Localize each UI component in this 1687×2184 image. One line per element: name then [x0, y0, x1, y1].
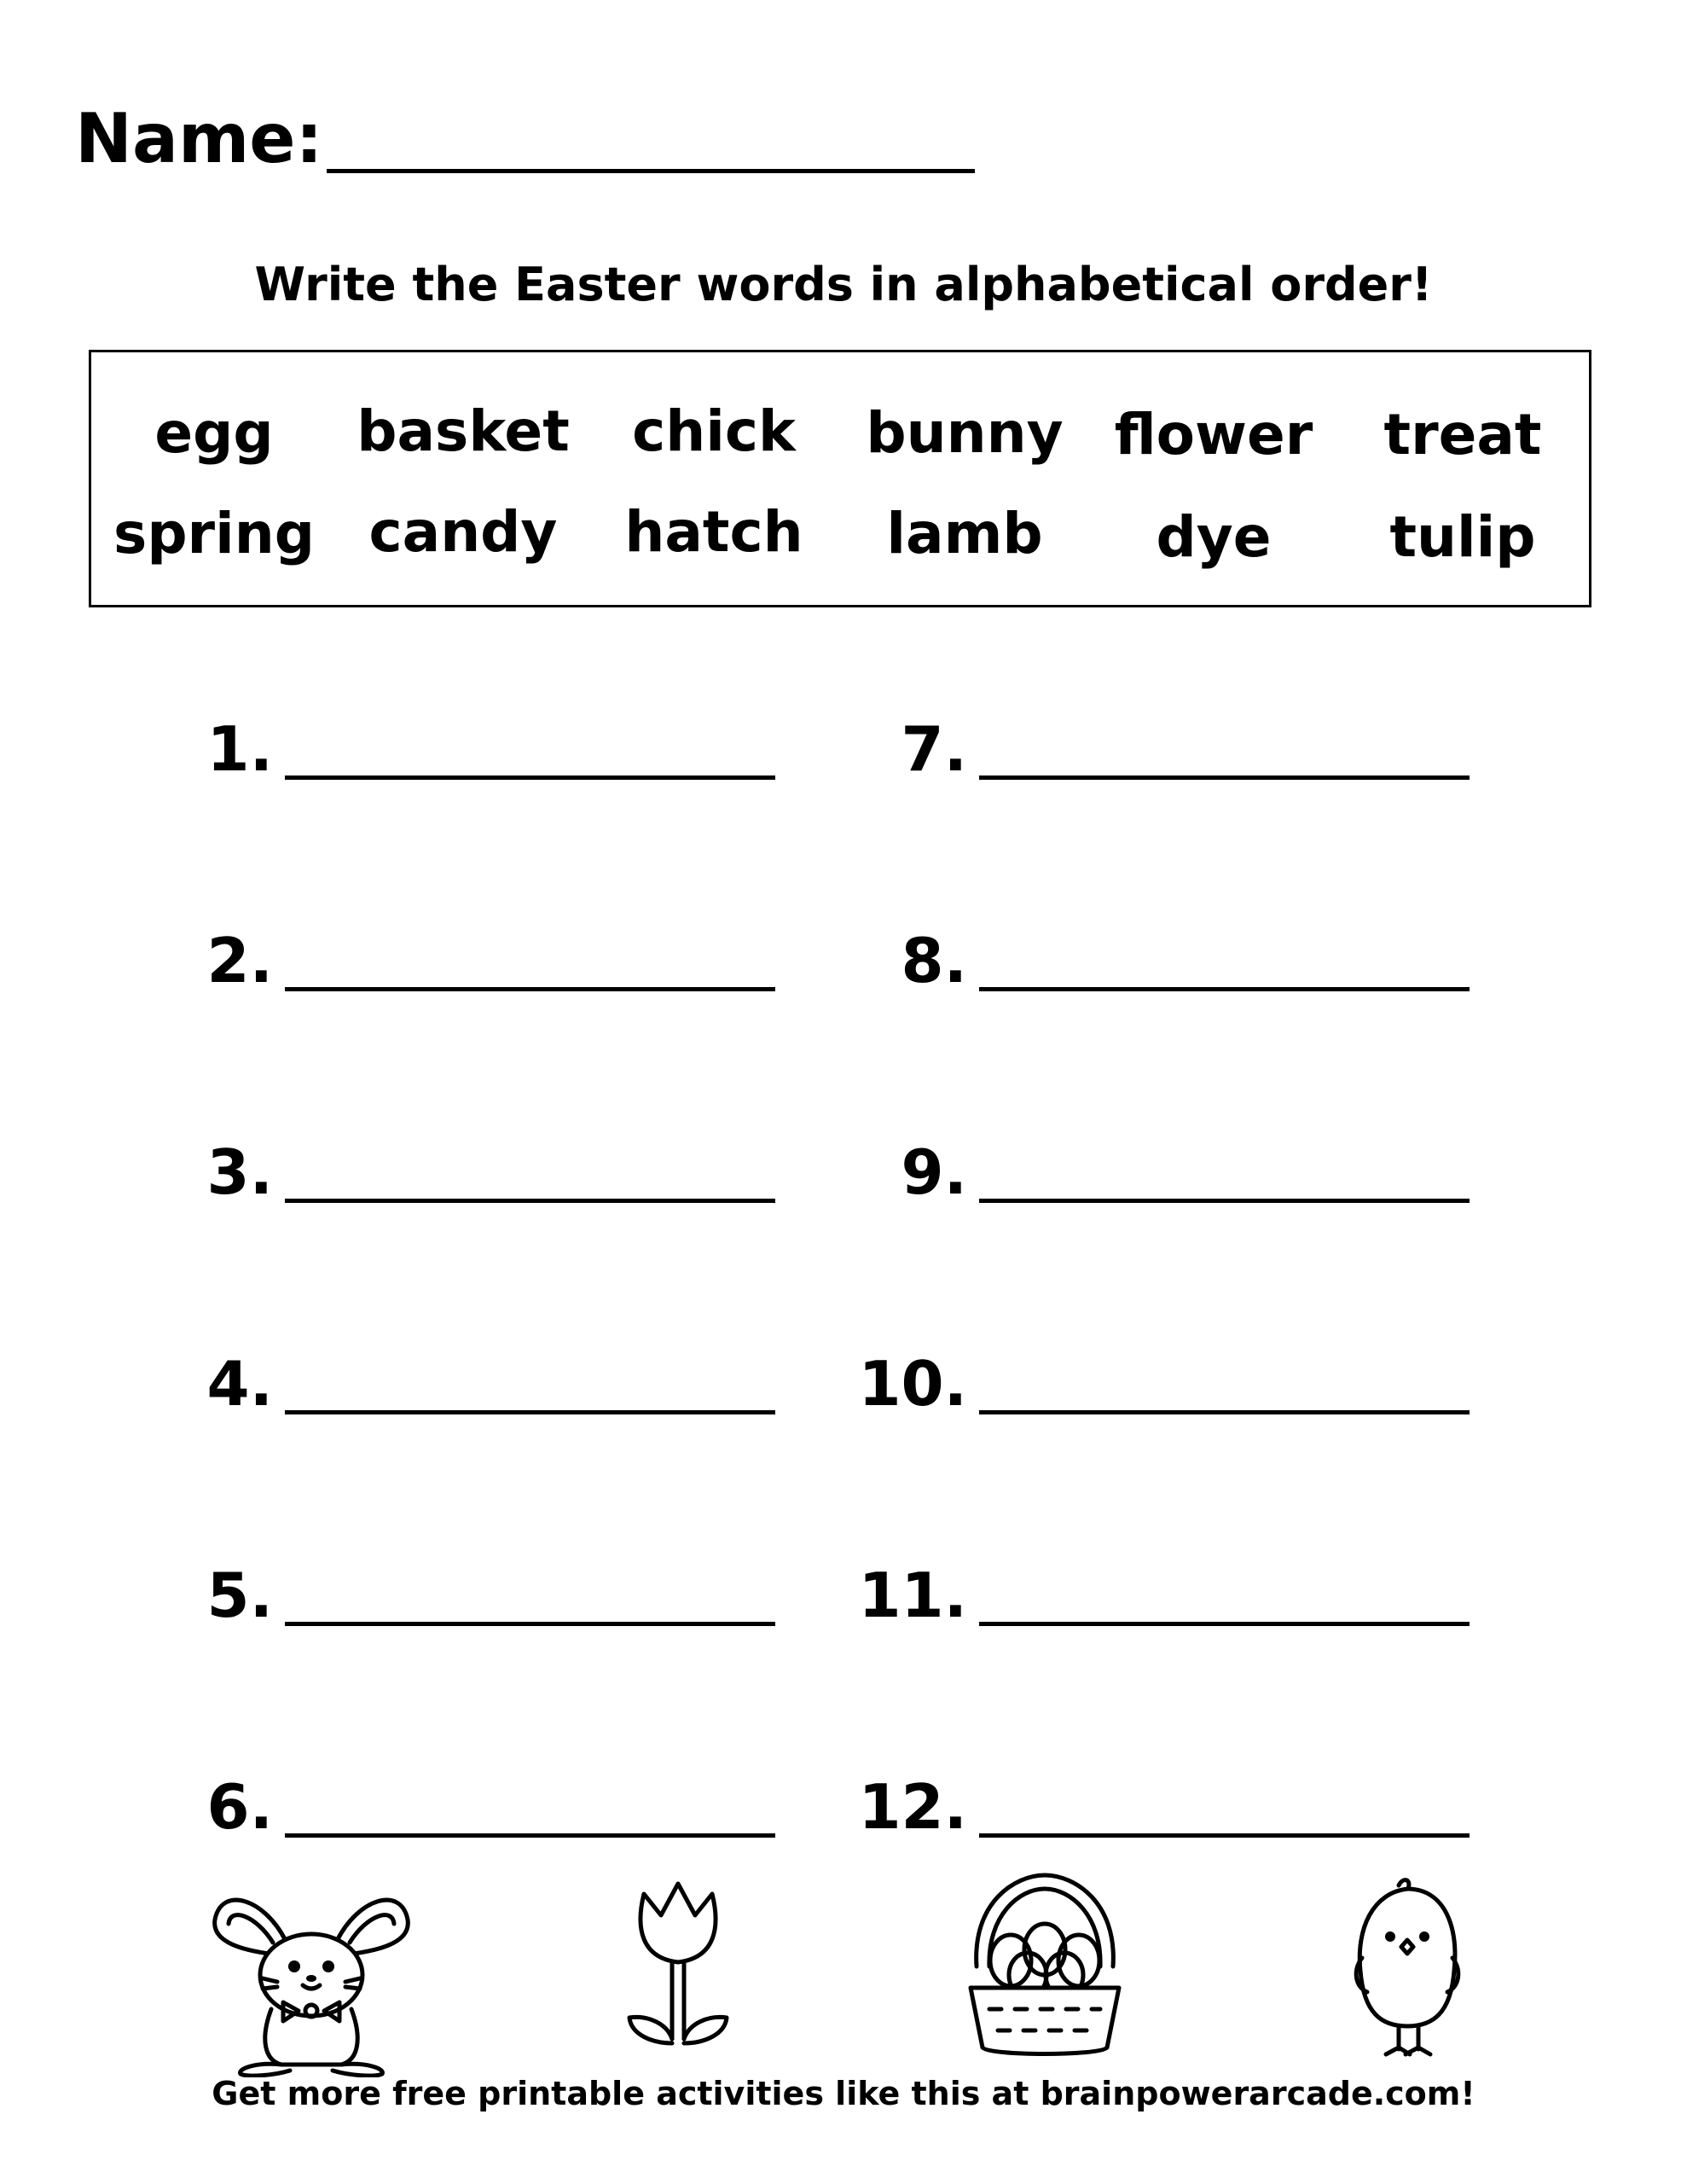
name-label: Name:: [75, 99, 323, 178]
instruction-text: Write the Easter words in alphabetical order!: [254, 258, 1433, 311]
answer-row-10: [771, 1348, 1470, 1420]
answer-blank-line[interactable]: [285, 1147, 775, 1203]
name-blank-line[interactable]: [327, 102, 975, 173]
answer-blank-line[interactable]: [979, 724, 1470, 780]
word-bank-word: candy: [368, 499, 558, 565]
answer-number: 6.: [206, 1771, 273, 1843]
answer-blank-line[interactable]: [285, 724, 775, 780]
word-bank-box: [89, 350, 1591, 607]
chick-icon: [1352, 1868, 1463, 2060]
egg-basket-icon: [964, 1868, 1126, 2060]
answer-row-4: [77, 1348, 775, 1420]
answer-number: 3.: [206, 1136, 273, 1208]
answer-number: 12.: [858, 1771, 967, 1843]
answer-number: 9.: [901, 1136, 967, 1208]
word-bank-word: hatch: [624, 499, 803, 565]
answer-number: 8.: [901, 925, 967, 996]
answer-number: 10.: [858, 1348, 967, 1420]
tulip-icon: [623, 1868, 733, 2073]
answer-blank-line[interactable]: [285, 1782, 775, 1838]
bunny-icon: [205, 1881, 418, 2077]
answer-row-11: [771, 1560, 1470, 1631]
answer-number: 2.: [206, 925, 273, 996]
answer-blank-line[interactable]: [979, 1147, 1470, 1203]
answer-row-8: [771, 925, 1470, 996]
answer-row-2: [77, 925, 775, 996]
answer-blank-line[interactable]: [285, 936, 775, 991]
answer-number: 4.: [206, 1348, 273, 1420]
name-field-row: [75, 99, 975, 178]
answer-number: 5.: [206, 1560, 273, 1631]
word-bank-word: tulip: [1389, 504, 1536, 570]
answer-row-12: [771, 1771, 1470, 1843]
word-bank-word: lamb: [886, 501, 1043, 566]
answer-row-3: [77, 1136, 775, 1208]
answer-row-1: [77, 713, 775, 785]
word-bank-word: bunny: [866, 400, 1064, 466]
answer-blank-line[interactable]: [979, 1571, 1470, 1626]
word-bank-word: basket: [357, 398, 570, 464]
word-bank-word: flower: [1114, 402, 1313, 468]
word-bank-word: dye: [1156, 504, 1272, 570]
word-bank-word: egg: [154, 400, 274, 466]
answer-blank-line[interactable]: [285, 1359, 775, 1414]
footer-text: Get more free printable activities like this at brainpowerarcade.com!: [212, 2075, 1475, 2112]
answer-row-9: [771, 1136, 1470, 1208]
answer-blank-line[interactable]: [285, 1571, 775, 1626]
answer-row-7: [771, 713, 1470, 785]
answer-blank-line[interactable]: [979, 936, 1470, 991]
answer-row-6: [77, 1771, 775, 1843]
answer-blank-line[interactable]: [979, 1782, 1470, 1838]
word-bank-word: spring: [113, 501, 315, 566]
answer-number: 7.: [901, 713, 967, 785]
answer-number: 1.: [206, 713, 273, 785]
word-bank-word: treat: [1383, 402, 1542, 468]
answer-row-5: [77, 1560, 775, 1631]
answer-blank-line[interactable]: [979, 1359, 1470, 1414]
word-bank-word: chick: [632, 398, 796, 464]
answer-number: 11.: [858, 1560, 967, 1631]
